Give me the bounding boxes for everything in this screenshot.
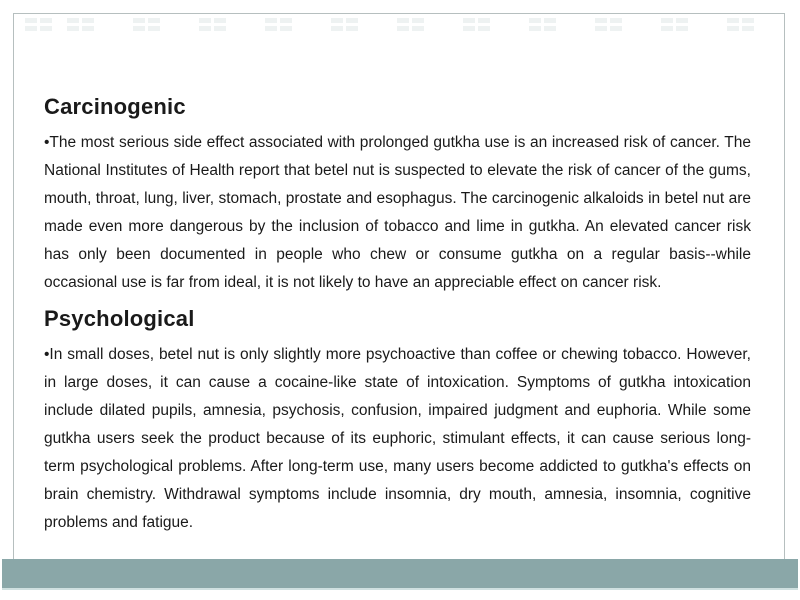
section-body-carcinogenic: •The most serious side effect associated with prolonged gutkha use is an increased risk of cancer. The National Institutes of Health report that betel nut is suspected to elevate the risk of cancer of the gums, mouth, throat, lung, liver, stomach, prostate and esophagus. The carcinogenic alkaloids in betel nut are made even more dangerous by the inclusion of tobacco and lime in gutkha. An elevated cancer risk has only been documented in people who chew or consume gutkha on a regular basis--while occasional use is far from ideal, it is not likely to have an appreciable effect on cancer risk. <box>44 134 751 291</box>
section-heading-carcinogenic: Carcinogenic <box>44 94 186 119</box>
slide-frame <box>13 13 785 587</box>
bottom-accent-bar <box>2 559 798 590</box>
section-carcinogenic <box>44 93 751 297</box>
section-body-psychological: •In small doses, betel nut is only slightly more psychoactive than coffee or chewing tobacco. However, in large doses, it can cause a cocaine-like state of intoxication. Symptoms of gutkha intoxication include dilated pupils, amnesia, psychosis, confusion, impaired judgment and euphoria. While some gutkha users seek the product because of its euphoric, stimulant effects, it can cause serious long-term psychological problems. After long-term use, many users become addicted to gutkha's effects on brain chemistry. Withdrawal symptoms include insomnia, dry mouth, amnesia, insomnia, cognitive problems and fatigue. <box>44 346 751 531</box>
section-psychological <box>44 305 751 537</box>
section-heading-psychological: Psychological <box>44 306 195 331</box>
top-decorative-pattern <box>15 18 783 31</box>
slide-content <box>44 93 751 545</box>
